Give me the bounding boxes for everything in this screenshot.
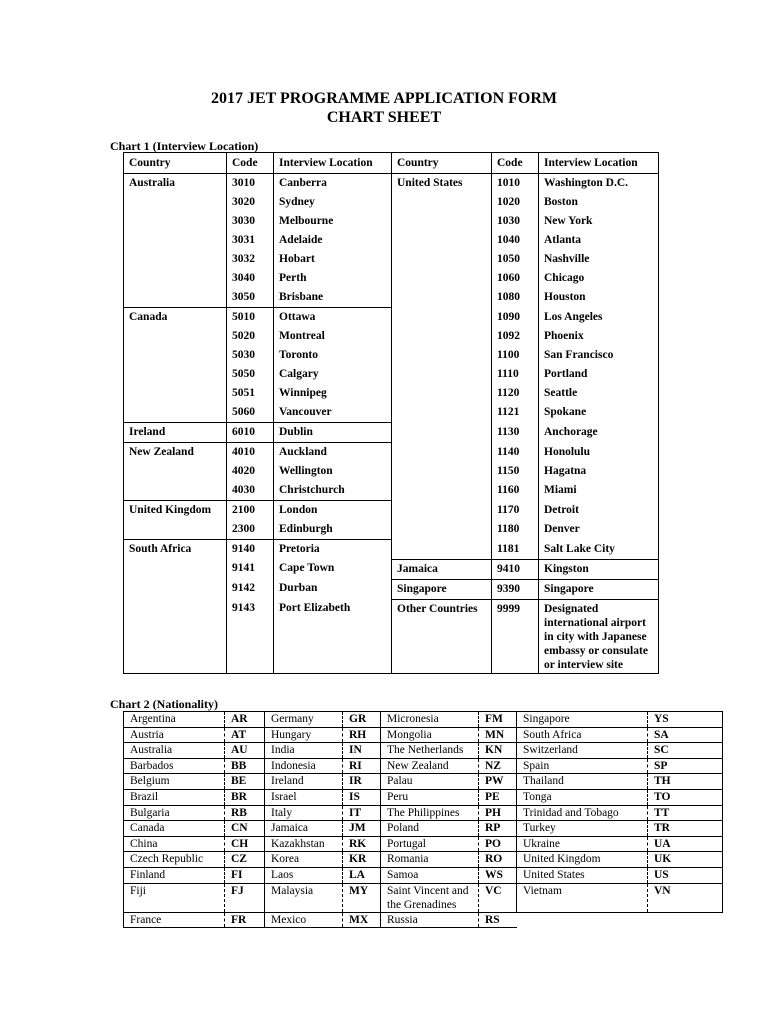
code-cell: 1092 — [492, 327, 539, 346]
location-cell: Ottawa — [274, 308, 392, 328]
location-cell: Spokane — [539, 403, 659, 423]
table-row — [124, 805, 723, 821]
table-row — [124, 403, 659, 423]
location-cell: Port Elizabeth — [274, 599, 392, 673]
nationality-code: MY — [343, 883, 381, 912]
country-cell: Other Countries — [392, 599, 492, 673]
country-cell — [392, 384, 492, 403]
nationality-code: BB — [225, 758, 265, 774]
nationality-name: Canada — [124, 821, 225, 837]
table-row — [124, 231, 659, 250]
table-row — [124, 758, 723, 774]
table-row — [124, 423, 659, 443]
code-cell: 9410 — [492, 559, 539, 579]
nationality-name: Singapore — [517, 712, 648, 728]
location-cell: Singapore — [539, 579, 659, 599]
table-row — [124, 774, 723, 790]
country-cell: Australia — [124, 174, 227, 194]
code-cell: 1130 — [492, 423, 539, 443]
nationality-code: UA — [648, 836, 723, 852]
location-cell: Portland — [539, 365, 659, 384]
nationality-name: United States — [517, 867, 648, 883]
interview-location-table — [123, 152, 659, 674]
country-cell — [124, 579, 227, 599]
country-cell: South Africa — [124, 540, 227, 560]
nationality-name: United Kingdom — [517, 852, 648, 868]
code-cell: 1110 — [492, 365, 539, 384]
chart1-caption: Chart 1 (Interview Location) — [110, 139, 259, 153]
table-row — [124, 520, 659, 540]
column-header: Country — [124, 153, 227, 174]
empty-cell — [648, 912, 723, 928]
code-cell: 1040 — [492, 231, 539, 250]
nationality-code: FR — [225, 912, 265, 928]
table-row — [124, 365, 659, 384]
country-cell — [392, 231, 492, 250]
nationality-code: US — [648, 867, 723, 883]
nationality-code: VC — [479, 883, 517, 912]
code-cell: 4030 — [227, 481, 274, 501]
nationality-code: LA — [343, 867, 381, 883]
chart2-caption: Chart 2 (Nationality) — [110, 697, 218, 711]
nationality-code: IS — [343, 789, 381, 805]
code-cell: 5060 — [227, 403, 274, 423]
table-row — [124, 867, 723, 883]
table-row — [124, 481, 659, 501]
location-cell: Nashville — [539, 250, 659, 269]
code-cell: 1140 — [492, 443, 539, 463]
location-cell: Honolulu — [539, 443, 659, 463]
code-cell: 3050 — [227, 288, 274, 308]
nationality-name: Turkey — [517, 821, 648, 837]
code-cell: 2300 — [227, 520, 274, 540]
country-cell: Ireland — [124, 423, 227, 443]
nationality-code: PH — [479, 805, 517, 821]
nationality-name: Ukraine — [517, 836, 648, 852]
nationality-code: TH — [648, 774, 723, 790]
nationality-name: Portugal — [381, 836, 479, 852]
table-row — [124, 579, 659, 599]
nationality-code: BR — [225, 789, 265, 805]
location-cell: Dublin — [274, 423, 392, 443]
country-cell: Jamaica — [392, 559, 492, 579]
country-cell — [392, 423, 492, 443]
nationality-name: Mexico — [265, 912, 343, 928]
table-row — [124, 443, 659, 463]
nationality-code: IT — [343, 805, 381, 821]
nationality-name: China — [124, 836, 225, 852]
nationality-code: TR — [648, 821, 723, 837]
nationality-code: SA — [648, 727, 723, 743]
nationality-name: Tonga — [517, 789, 648, 805]
nationality-name: Bulgaria — [124, 805, 225, 821]
table-row — [124, 174, 659, 194]
table-row — [124, 288, 659, 308]
code-cell: 3020 — [227, 193, 274, 212]
nationality-name: Micronesia — [381, 712, 479, 728]
table-row — [124, 501, 659, 521]
column-header: Country — [392, 153, 492, 174]
table-row — [124, 912, 723, 928]
nationality-name: The Philippines — [381, 805, 479, 821]
code-cell: 1181 — [492, 540, 539, 560]
location-cell: Cape Town — [274, 559, 392, 579]
nationality-name: Thailand — [517, 774, 648, 790]
nationality-code: AU — [225, 743, 265, 759]
country-cell — [124, 599, 227, 673]
nationality-code: PO — [479, 836, 517, 852]
code-cell: 1050 — [492, 250, 539, 269]
table-row — [124, 212, 659, 231]
nationality-code: AR — [225, 712, 265, 728]
location-cell: Detroit — [539, 501, 659, 521]
country-cell: New Zealand — [124, 443, 227, 463]
country-cell — [124, 462, 227, 481]
location-cell: Chicago — [539, 269, 659, 288]
country-cell: Canada — [124, 308, 227, 328]
country-cell — [392, 193, 492, 212]
table-row — [124, 789, 723, 805]
nationality-name: Peru — [381, 789, 479, 805]
code-cell: 1160 — [492, 481, 539, 501]
country-cell — [124, 559, 227, 579]
country-cell — [392, 269, 492, 288]
empty-cell — [517, 912, 648, 928]
nationality-name: Czech Republic — [124, 852, 225, 868]
code-cell: 1121 — [492, 403, 539, 423]
location-cell: Seattle — [539, 384, 659, 403]
country-cell — [124, 520, 227, 540]
country-cell — [392, 365, 492, 384]
nationality-name: Fiji — [124, 883, 225, 912]
table-row — [124, 384, 659, 403]
nationality-code: RS — [479, 912, 517, 928]
location-cell: Miami — [539, 481, 659, 501]
table-header-row — [124, 153, 659, 174]
nationality-code: RK — [343, 836, 381, 852]
nationality-name: Indonesia — [265, 758, 343, 774]
country-cell — [124, 193, 227, 212]
nationality-name: Samoa — [381, 867, 479, 883]
code-cell: 1120 — [492, 384, 539, 403]
column-header: Interview Location — [539, 153, 659, 174]
nationality-name: Kazakhstan — [265, 836, 343, 852]
location-cell: Durban — [274, 579, 392, 599]
code-cell: 5051 — [227, 384, 274, 403]
table-row — [124, 327, 659, 346]
code-cell: 4020 — [227, 462, 274, 481]
country-cell — [392, 288, 492, 308]
table-row — [124, 462, 659, 481]
nationality-code: VN — [648, 883, 723, 912]
table-row — [124, 250, 659, 269]
country-cell — [124, 365, 227, 384]
code-cell: 4010 — [227, 443, 274, 463]
nationality-code: SP — [648, 758, 723, 774]
code-cell: 3030 — [227, 212, 274, 231]
nationality-code: TO — [648, 789, 723, 805]
nationality-name: Poland — [381, 821, 479, 837]
table-row — [124, 821, 723, 837]
location-cell: Toronto — [274, 346, 392, 365]
table-row — [124, 269, 659, 288]
nationality-name: Italy — [265, 805, 343, 821]
code-cell: 6010 — [227, 423, 274, 443]
country-cell: United States — [392, 174, 492, 194]
nationality-code: MX — [343, 912, 381, 928]
nationality-code: RB — [225, 805, 265, 821]
code-cell: 1020 — [492, 193, 539, 212]
table-row — [124, 743, 723, 759]
column-header: Code — [492, 153, 539, 174]
nationality-name: Saint Vincent and the Grenadines — [381, 883, 479, 912]
nationality-name: Jamaica — [265, 821, 343, 837]
code-cell: 5050 — [227, 365, 274, 384]
table-row — [124, 308, 659, 328]
location-cell: Denver — [539, 520, 659, 540]
nationality-code: CZ — [225, 852, 265, 868]
location-cell: Houston — [539, 288, 659, 308]
nationality-name: Ireland — [265, 774, 343, 790]
country-cell: Singapore — [392, 579, 492, 599]
nationality-code: FM — [479, 712, 517, 728]
location-cell: Auckland — [274, 443, 392, 463]
location-cell: Christchurch — [274, 481, 392, 501]
country-cell — [392, 443, 492, 463]
nationality-code: UK — [648, 852, 723, 868]
nationality-code: SC — [648, 743, 723, 759]
nationality-name: Romania — [381, 852, 479, 868]
nationality-code: TT — [648, 805, 723, 821]
nationality-name: Germany — [265, 712, 343, 728]
code-cell: 1170 — [492, 501, 539, 521]
country-cell — [392, 520, 492, 540]
location-cell: Kingston — [539, 559, 659, 579]
nationality-code: GR — [343, 712, 381, 728]
nationality-name: Hungary — [265, 727, 343, 743]
code-cell: 5020 — [227, 327, 274, 346]
nationality-name: Belgium — [124, 774, 225, 790]
table-row — [124, 346, 659, 365]
nationality-code: CN — [225, 821, 265, 837]
location-cell: Pretoria — [274, 540, 392, 560]
location-cell: Washington D.C. — [539, 174, 659, 194]
nationality-name: Finland — [124, 867, 225, 883]
location-cell: Winnipeg — [274, 384, 392, 403]
nationality-name: Palau — [381, 774, 479, 790]
code-cell: 1010 — [492, 174, 539, 194]
code-cell: 1150 — [492, 462, 539, 481]
country-cell — [124, 327, 227, 346]
nationality-name: India — [265, 743, 343, 759]
location-cell: Hagatna — [539, 462, 659, 481]
nationality-code: BE — [225, 774, 265, 790]
location-cell: Melbourne — [274, 212, 392, 231]
location-cell: Adelaide — [274, 231, 392, 250]
nationality-code: MN — [479, 727, 517, 743]
code-cell: 5010 — [227, 308, 274, 328]
country-cell — [124, 250, 227, 269]
nationality-name: Spain — [517, 758, 648, 774]
location-cell: Calgary — [274, 365, 392, 384]
nationality-code: JM — [343, 821, 381, 837]
nationality-name: Argentina — [124, 712, 225, 728]
location-cell: London — [274, 501, 392, 521]
country-cell — [124, 346, 227, 365]
country-cell — [124, 481, 227, 501]
code-cell: 9143 — [227, 599, 274, 673]
nationality-name: Russia — [381, 912, 479, 928]
location-cell: Montreal — [274, 327, 392, 346]
code-cell: 1100 — [492, 346, 539, 365]
code-cell: 1060 — [492, 269, 539, 288]
location-cell: Sydney — [274, 193, 392, 212]
nationality-code: PE — [479, 789, 517, 805]
table-row — [124, 193, 659, 212]
location-cell: Anchorage — [539, 423, 659, 443]
nationality-name: Barbados — [124, 758, 225, 774]
country-cell — [392, 403, 492, 423]
location-cell: Atlanta — [539, 231, 659, 250]
nationality-code: KN — [479, 743, 517, 759]
country-cell — [124, 384, 227, 403]
country-cell — [124, 231, 227, 250]
nationality-code: PW — [479, 774, 517, 790]
country-cell — [124, 269, 227, 288]
nationality-name: Austria — [124, 727, 225, 743]
location-cell: Brisbane — [274, 288, 392, 308]
location-cell: Canberra — [274, 174, 392, 194]
country-cell — [124, 288, 227, 308]
page-subtitle: CHART SHEET — [326, 109, 442, 126]
nationality-name: Malaysia — [265, 883, 343, 912]
nationality-name: Laos — [265, 867, 343, 883]
nationality-name: Israel — [265, 789, 343, 805]
nationality-code: CH — [225, 836, 265, 852]
location-cell: Perth — [274, 269, 392, 288]
table-row — [124, 883, 723, 912]
code-cell: 1030 — [492, 212, 539, 231]
nationality-name: Brazil — [124, 789, 225, 805]
table-row — [124, 727, 723, 743]
nationality-name: Korea — [265, 852, 343, 868]
code-cell: 3032 — [227, 250, 274, 269]
nationality-code: WS — [479, 867, 517, 883]
nationality-name: Australia — [124, 743, 225, 759]
location-cell: Designated international airport in city with Japanese embassy or consulate or interview site — [539, 599, 659, 673]
table-row — [124, 599, 659, 673]
nationality-name: The Netherlands — [381, 743, 479, 759]
nationality-code: AT — [225, 727, 265, 743]
country-cell — [392, 540, 492, 560]
country-cell — [392, 501, 492, 521]
code-cell: 9140 — [227, 540, 274, 560]
country-cell — [392, 462, 492, 481]
code-cell: 9390 — [492, 579, 539, 599]
column-header: Code — [227, 153, 274, 174]
code-cell: 9141 — [227, 559, 274, 579]
location-cell: San Francisco — [539, 346, 659, 365]
table-row — [124, 559, 659, 579]
nationality-name: Trinidad and Tobago — [517, 805, 648, 821]
nationality-name: France — [124, 912, 225, 928]
nationality-code: RH — [343, 727, 381, 743]
location-cell: Phoenix — [539, 327, 659, 346]
country-cell — [392, 212, 492, 231]
code-cell: 3031 — [227, 231, 274, 250]
table-row — [124, 712, 723, 728]
table-row — [124, 540, 659, 560]
nationality-code: RI — [343, 758, 381, 774]
location-cell: Los Angeles — [539, 308, 659, 328]
location-cell: Salt Lake City — [539, 540, 659, 560]
code-cell: 3040 — [227, 269, 274, 288]
location-cell: Hobart — [274, 250, 392, 269]
column-header: Interview Location — [274, 153, 392, 174]
country-cell — [392, 250, 492, 269]
code-cell: 1080 — [492, 288, 539, 308]
code-cell: 9142 — [227, 579, 274, 599]
country-cell — [392, 308, 492, 328]
nationality-name: Mongolia — [381, 727, 479, 743]
nationality-code: FJ — [225, 883, 265, 912]
nationality-code: IR — [343, 774, 381, 790]
country-cell — [124, 403, 227, 423]
country-cell — [392, 327, 492, 346]
nationality-code: YS — [648, 712, 723, 728]
nationality-table — [123, 711, 723, 928]
location-cell: Vancouver — [274, 403, 392, 423]
country-cell — [124, 212, 227, 231]
location-cell: Wellington — [274, 462, 392, 481]
country-cell — [392, 346, 492, 365]
nationality-code: IN — [343, 743, 381, 759]
code-cell: 9999 — [492, 599, 539, 673]
nationality-name: New Zealand — [381, 758, 479, 774]
code-cell: 1180 — [492, 520, 539, 540]
nationality-code: FI — [225, 867, 265, 883]
nationality-code: RP — [479, 821, 517, 837]
code-cell: 3010 — [227, 174, 274, 194]
table-row — [124, 836, 723, 852]
code-cell: 2100 — [227, 501, 274, 521]
nationality-name: South Africa — [517, 727, 648, 743]
code-cell: 1090 — [492, 308, 539, 328]
location-cell: Boston — [539, 193, 659, 212]
nationality-name: Vietnam — [517, 883, 648, 912]
nationality-code: RO — [479, 852, 517, 868]
nationality-code: NZ — [479, 758, 517, 774]
nationality-code: KR — [343, 852, 381, 868]
location-cell: New York — [539, 212, 659, 231]
nationality-name: Switzerland — [517, 743, 648, 759]
country-cell: United Kingdom — [124, 501, 227, 521]
location-cell: Edinburgh — [274, 520, 392, 540]
code-cell: 5030 — [227, 346, 274, 365]
page-title: 2017 JET PROGRAMME APPLICATION FORM — [210, 90, 558, 107]
country-cell — [392, 481, 492, 501]
table-row — [124, 852, 723, 868]
